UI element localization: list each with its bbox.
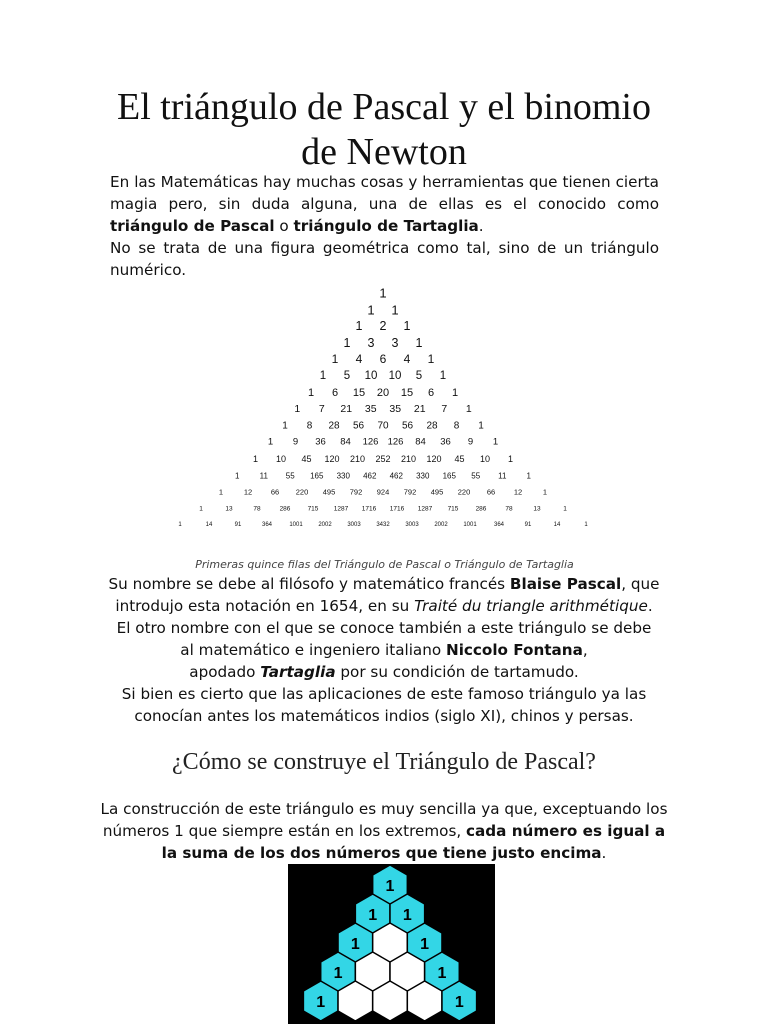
pascal-number: 78	[505, 505, 513, 513]
history-line	[100, 595, 668, 617]
pascal-number: 78	[253, 505, 261, 513]
pascal-number: 1716	[389, 505, 405, 513]
pascal-number: 1	[526, 471, 531, 481]
pascal-number: 1	[235, 471, 240, 481]
pascal-number: 35	[364, 403, 377, 416]
pascal-number: 84	[415, 436, 426, 448]
pascal-number: 8	[306, 420, 313, 432]
pascal-number: 1	[218, 487, 224, 497]
pascal-number: 330	[336, 471, 350, 481]
hexagon-label: 1	[368, 907, 378, 924]
pascal-number: 14	[205, 522, 213, 529]
pascal-number: 3003	[405, 522, 419, 529]
pascal-number: 55	[285, 471, 295, 481]
pascal-number: 120	[426, 454, 442, 464]
hexagon-grid	[288, 864, 495, 1024]
pascal-number: 364	[261, 522, 273, 529]
pascal-number: 36	[440, 436, 451, 448]
pascal-number: 1	[379, 285, 387, 301]
pascal-number: 66	[486, 487, 496, 497]
pascal-number: 792	[349, 487, 363, 497]
pascal-number: 165	[442, 471, 456, 481]
history-line	[100, 661, 668, 683]
pascal-number: 2002	[434, 522, 448, 529]
pascal-number: 210	[349, 454, 366, 464]
blaise-pascal-name: Blaise Pascal	[509, 575, 622, 593]
pascal-number: 55	[471, 471, 481, 481]
figure-caption: Primeras quince filas del Triángulo de Pascal o Triángulo de Tartaglia	[195, 558, 574, 571]
intro-text-span: .	[478, 217, 484, 235]
pascal-number: 1716	[361, 505, 377, 513]
history-line: Si bien es cierto que las aplicaciones de este famoso triángulo ya las	[121, 685, 647, 703]
pascal-number: 165	[310, 471, 324, 481]
hexagon-label: 1	[402, 907, 412, 924]
tartaglia-term: triángulo de Tartaglia	[293, 217, 479, 235]
pascal-number: 462	[363, 471, 377, 481]
pascal-number: 6	[331, 386, 339, 399]
pascal-number: 28	[426, 420, 438, 432]
pascal-number: 462	[389, 471, 403, 481]
pascal-number: 252	[375, 454, 391, 464]
intro-paragraph-1	[110, 171, 659, 237]
history-span: ,	[582, 641, 588, 659]
hexagon-label: 1	[420, 936, 430, 953]
pascal-number: 330	[416, 471, 430, 481]
pascal-number: 1	[267, 436, 274, 448]
pascal-number: 45	[454, 454, 465, 464]
intro-text-span: En las Matemáticas hay muchas cosas y herramientas que tienen cierta magia pero, sin duda alguna, una de ellas es el conocido como	[110, 173, 659, 213]
pascal-number: 3	[391, 335, 399, 350]
pascal-number: 6	[379, 352, 387, 367]
niccolo-fontana-name: Niccolo Fontana	[446, 641, 583, 659]
pascal-number: 4	[355, 352, 363, 367]
intro-text-span: o	[274, 217, 294, 235]
pascal-number: 220	[295, 487, 309, 497]
pascal-number: 1	[319, 370, 327, 382]
pascal-number: 8	[453, 420, 460, 432]
pascal-number: 1	[478, 420, 484, 432]
intro-paragraph-2: No se trata de una figura geométrica como tal, sino de un triángulo numérico.	[110, 239, 659, 279]
pascal-number: 1	[367, 302, 375, 318]
pascal-number: 12	[513, 487, 523, 497]
history-line: El otro nombre con el que se conoce también a este triángulo se debe	[116, 619, 652, 637]
pascal-number: 924	[376, 487, 390, 497]
history-span: .	[647, 597, 653, 615]
pascal-triangle-figure	[173, 285, 593, 529]
construction-span: .	[601, 844, 607, 862]
pascal-number: 1	[199, 505, 203, 513]
pascal-number: 5	[343, 370, 351, 382]
history-line: conocían antes los matemáticos indios (siglo XI), chinos y persas.	[134, 707, 634, 725]
pascal-number: 84	[340, 436, 351, 448]
construction-span: La construcción de este triángulo es muy sencilla ya que, exceptuando los números 1 que siempre están en los extremos,	[100, 800, 668, 840]
pascal-number: 495	[322, 487, 336, 497]
pascal-number: 6	[427, 386, 435, 399]
pascal-number: 2	[379, 319, 387, 334]
history-span: Su nombre se debe al filósofo y matemático francés	[108, 575, 510, 593]
pascal-number: 91	[524, 522, 532, 529]
pascal-number: 2002	[318, 522, 332, 529]
pascal-number: 1	[542, 487, 548, 497]
hexagon-label: 1	[316, 994, 326, 1011]
pascal-number: 1	[252, 454, 259, 464]
intro-text	[110, 171, 659, 281]
pascal-number: 1	[343, 335, 351, 350]
pascal-number: 1	[355, 319, 363, 334]
pascal-number: 12	[243, 487, 253, 497]
hexagon-label: 1	[454, 994, 464, 1011]
pascal-number: 13	[225, 505, 233, 513]
history-span: al matemático e ingeniero italiano	[180, 641, 446, 659]
pascal-number: 286	[475, 505, 487, 513]
page-title: El triángulo de Pascal y el binomio de Newton	[116, 86, 651, 173]
pascal-number: 7	[318, 403, 325, 416]
pascal-number: 1287	[417, 505, 433, 513]
pascal-number: 1	[282, 420, 288, 432]
pascal-number: 20	[376, 386, 390, 399]
construction-text	[100, 798, 668, 864]
pascal-number: 91	[234, 522, 242, 529]
history-span: introdujo esta notación en 1654, en su	[115, 597, 415, 615]
hexagon-triangle-figure	[288, 864, 495, 1024]
pascal-number: 364	[493, 522, 505, 529]
pascal-number: 715	[307, 505, 319, 513]
pascal-number: 1	[427, 352, 435, 367]
pascal-number: 1	[507, 454, 514, 464]
pascal-number: 1001	[463, 522, 477, 529]
pascal-number: 3	[367, 335, 375, 350]
pascal-number: 1	[465, 403, 472, 416]
pascal-number: 35	[389, 403, 402, 416]
pascal-number: 120	[324, 454, 340, 464]
construction-rule: cada número es igual a la suma de los dos números que tiene justo encima	[161, 822, 666, 862]
pascal-number: 126	[387, 436, 404, 448]
pascal-number: 1	[584, 522, 588, 529]
pascal-number: 1	[331, 352, 339, 367]
pascal-number: 1	[391, 302, 399, 318]
pascal-number: 4	[403, 352, 411, 367]
pascal-number: 126	[362, 436, 379, 448]
pascal-number: 36	[315, 436, 326, 448]
pascal-number: 5	[415, 370, 423, 382]
pascal-number: 1	[415, 335, 423, 350]
pascal-number: 1	[451, 386, 459, 399]
pascal-number: 28	[328, 420, 340, 432]
hexagon-label: 1	[333, 965, 343, 982]
pascal-number: 1001	[289, 522, 303, 529]
pascal-number: 10	[388, 370, 402, 382]
history-span: por su condición de tartamudo.	[335, 663, 579, 681]
pascal-number: 10	[275, 454, 287, 464]
pascal-number: 715	[447, 505, 459, 513]
pascal-number: 9	[467, 436, 474, 448]
pascal-number: 1	[178, 522, 182, 529]
pascal-number: 21	[413, 403, 426, 416]
pascal-number: 495	[430, 487, 444, 497]
treatise-title: Traité du triangle arithmétique	[414, 597, 648, 615]
history-span: apodado	[189, 663, 261, 681]
pascal-number: 14	[553, 522, 561, 529]
pascal-number: 56	[401, 420, 414, 432]
pascal-number: 1	[439, 370, 447, 382]
pascal-number: 286	[279, 505, 291, 513]
pascal-number: 3432	[376, 522, 390, 529]
history-text	[100, 573, 668, 727]
pascal-number: 1	[307, 386, 315, 399]
pascal-number: 210	[400, 454, 417, 464]
pascal-number: 1	[403, 319, 411, 334]
pascal-number: 1	[492, 436, 499, 448]
pascal-number: 11	[498, 471, 507, 481]
pascal-number: 15	[400, 386, 414, 399]
pascal-number: 7	[441, 403, 448, 416]
pascal-number: 70	[377, 420, 389, 432]
pascal-number: 13	[533, 505, 541, 513]
hexagon-label: 1	[385, 878, 395, 895]
pascal-number: 3003	[347, 522, 361, 529]
tartaglia-nickname: Tartaglia	[260, 663, 336, 681]
pascal-number: 66	[270, 487, 280, 497]
pascal-number: 45	[301, 454, 312, 464]
pascal-term: triángulo de Pascal	[110, 217, 275, 235]
pascal-number: 56	[352, 420, 365, 432]
history-line	[100, 573, 668, 595]
pascal-number: 792	[403, 487, 417, 497]
history-line	[100, 639, 668, 661]
history-span: , que	[621, 575, 660, 593]
pascal-number: 10	[364, 370, 378, 382]
pascal-number: 15	[352, 386, 366, 399]
section-heading: ¿Cómo se construye el Triángulo de Pascal?	[172, 749, 596, 775]
pascal-number: 21	[340, 403, 353, 416]
hexagon-label: 1	[350, 936, 360, 953]
pascal-number: 10	[479, 454, 491, 464]
pascal-number: 1	[563, 505, 567, 513]
pascal-number: 1287	[333, 505, 349, 513]
pascal-number: 9	[292, 436, 299, 448]
pascal-number: 11	[259, 471, 268, 481]
hexagon-label: 1	[437, 965, 447, 982]
pascal-number: 1	[294, 403, 301, 416]
pascal-number: 220	[457, 487, 471, 497]
